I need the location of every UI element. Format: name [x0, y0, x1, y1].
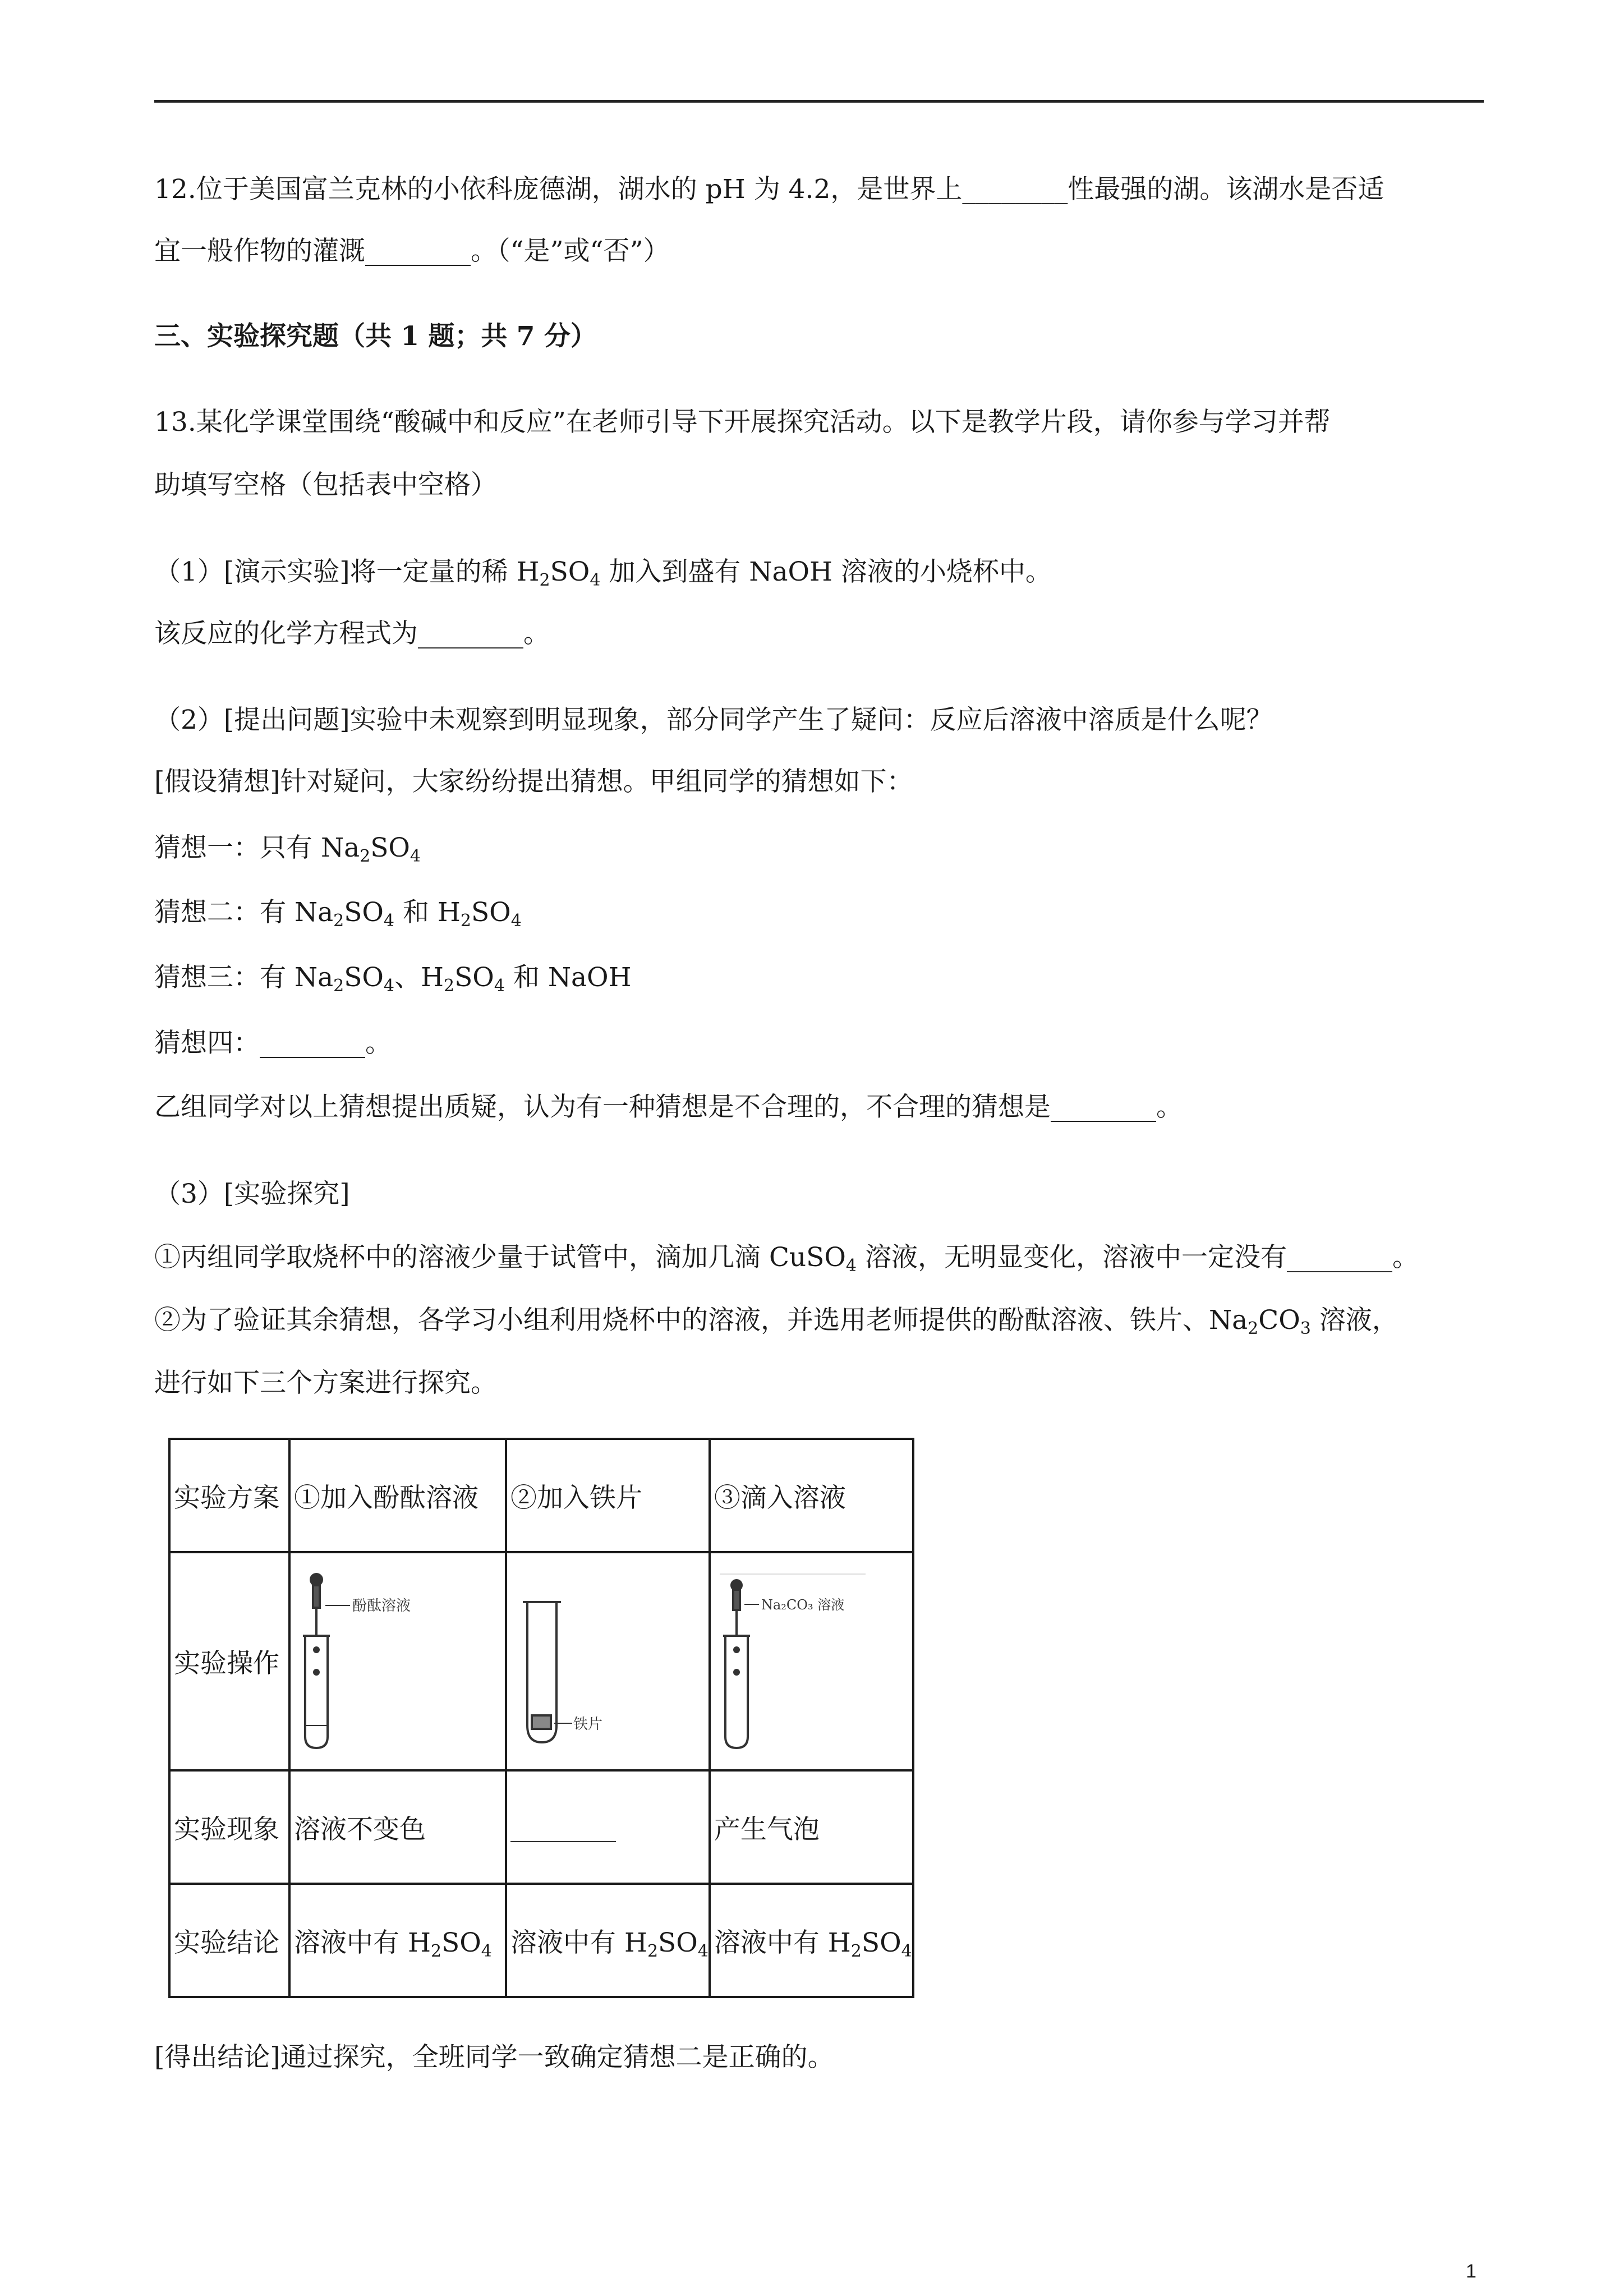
part3-title: （3）[实验探究] [154, 1179, 350, 1209]
experiment-table [168, 1438, 914, 1998]
phenolphthalein-illustration [289, 1552, 506, 1770]
section-heading: 三、实验探究题（共 1 题；共 7 分） [154, 321, 597, 352]
guess-4: 猜想四：________。 [154, 1028, 392, 1059]
row-header: 实验现象 [169, 1770, 289, 1884]
reagent-label: 酚酞溶液 [352, 1597, 411, 1614]
part3-step1: ①丙组同学取烧杯中的溶液少量于试管中，滴加几滴 CuSO$_4$ 溶液，无明显变化，溶液中一定没有________。 [154, 1242, 1419, 1276]
q12-line2: 宜一般作物的灌溉________。（“是”或“否”） [154, 236, 670, 266]
table-row [169, 1884, 913, 1997]
reagent-label: Na₂CO₃ 溶液 [761, 1596, 845, 1613]
iron-illustration [506, 1552, 710, 1770]
table-cell: ①加入酚酞溶液 [289, 1439, 506, 1552]
table-row [169, 1552, 913, 1770]
guess-2: 猜想二：有 $Na_2SO_4$ 和 $H_2SO_4$ [154, 897, 522, 931]
q12-line1: 12.位于美国富兰克林的小依科庞德湖，湖水的 pH 为 4.2，是世界上________性最强的湖。该湖水是否适 [154, 174, 1384, 205]
guess-1: 猜想一：只有 $Na_2SO_4$ [154, 832, 421, 866]
sodium-carbonate-illustration [710, 1552, 913, 1770]
blank-answer-cell: ________ [506, 1770, 710, 1884]
part2-hypothesis: [假设猜想]针对疑问，大家纷纷提出猜想。甲组同学的猜想如下： [154, 766, 913, 797]
part1-demo: （1）[演示实验]将一定量的稀 $H_2SO_4$ 加入到盛有 NaOH 溶液的小烧杯中。 [154, 556, 1052, 590]
final-conclusion: [得出结论]通过探究，全班同学一致确定猜想二是正确的。 [154, 2042, 834, 2073]
row-header: 实验方案 [169, 1439, 289, 1552]
row-header: 实验操作 [169, 1552, 289, 1770]
row-header: 实验结论 [169, 1884, 289, 1997]
part3-step2: ②为了验证其余猜想，各学习小组利用烧杯中的溶液，并选用老师提供的酚酞溶液、铁片、$Na_2CO_3$ 溶液， [154, 1305, 1398, 1338]
q13-intro-line2: 助填写空格（包括表中空格） [154, 470, 497, 500]
part1-equation: 该反应的化学方程式为________。 [154, 618, 550, 649]
table-cell: 溶液不变色 [289, 1770, 506, 1884]
table-cell: ③滴入溶液 [710, 1439, 913, 1552]
q13-intro-line1: 13.某化学课堂围绕“酸碱中和反应”在老师引导下开展探究活动。以下是教学片段，请你参与学习并帮 [154, 407, 1331, 438]
table-cell: 溶液中有 $H_2SO_4$ [710, 1884, 913, 1997]
table-cell: ②加入铁片 [506, 1439, 710, 1552]
reagent-label: 铁片 [573, 1715, 603, 1733]
guess-3: 猜想三：有 $Na_2SO_4$、$H_2SO_4$ 和 NaOH [154, 962, 632, 996]
table-cell: 溶液中有 $H_2SO_4$ [506, 1884, 710, 1997]
page-number: 1 [1466, 2261, 1476, 2282]
table-row [169, 1770, 913, 1884]
table-cell: 溶液中有 $H_2SO_4$ [289, 1884, 506, 1997]
table-cell: 产生气泡 [710, 1770, 913, 1884]
part2-question: （2）[提出问题]实验中未观察到明显现象，部分同学产生了疑问：反应后溶液中溶质是什么呢？ [154, 705, 1273, 735]
part2-doubt: 乙组同学对以上猜想提出质疑，认为有一种猜想是不合理的，不合理的猜想是________。 [154, 1092, 1183, 1122]
header-rule [154, 100, 1484, 103]
table-row [169, 1439, 913, 1552]
part3-step2-cont: 进行如下三个方案进行探究。 [154, 1368, 497, 1398]
